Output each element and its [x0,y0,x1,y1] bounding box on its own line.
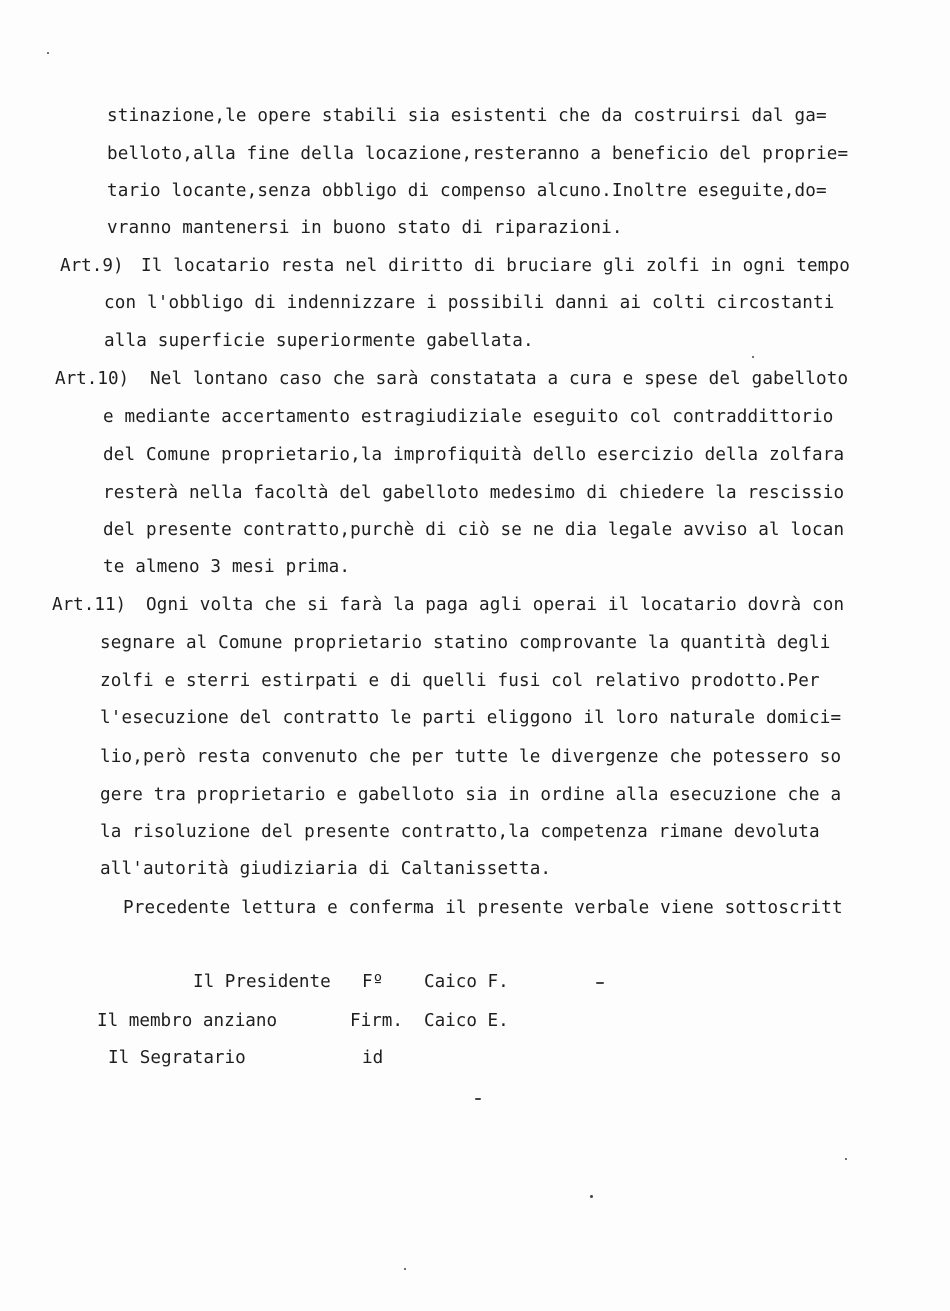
text-line: del presente contratto,purchè di ciò se ne dia legale avviso al locan [103,520,845,540]
text-line: alla superficie superiormente gabellata. [104,331,534,351]
text-line: vranno mantenersi in buono stato di riparazioni. [107,218,623,238]
text-line: stinazione,le opere stabili sia esistenti che da costruirsi dal ga= [107,106,827,126]
article-number: Art.11) [52,595,127,615]
text-line: e mediante accertamento estragiudiziale eseguito col contraddittorio [103,407,834,427]
signature-role: Il Segratario [108,1048,246,1068]
text-line: Nel lontano caso che sarà constatata a cura e spese del gabelloto [150,369,849,389]
scan-speck [590,1195,593,1198]
closing-line: Precedente lettura e conferma il presente verbale viene sottoscritt [123,898,843,918]
text-line: gere tra proprietario e gabelloto sia in ordine alla esecuzione che a [100,785,842,805]
signature-role: Il membro anziano [97,1011,278,1031]
text-line: te almeno 3 mesi prima. [103,557,351,577]
text-line: Il locatario resta nel diritto di bruciare gli zolfi in ogni tempo [141,256,850,276]
scan-speck [752,356,754,358]
text-line: del Comune proprietario,la improfiquità dello esercizio della zolfara [103,445,845,465]
text-line: l'esecuzione del contratto le parti eliggono il loro naturale domici= [100,708,842,728]
text-line: la risoluzione del presente contratto,la competenza rimane devoluta [100,822,820,842]
signature-name: Caico F. [424,972,509,992]
scan-speck [47,52,49,54]
text-line: Ogni volta che si farà la paga agli operai il locatario dovrà con [146,595,845,615]
text-line: tario locante,senza obbligo di compenso alcuno.Inoltre eseguite,do= [107,181,827,201]
signature-mark: id [362,1048,384,1068]
signature-mark: Fº [362,972,384,992]
signature-mark: Firm. [350,1011,403,1031]
text-line: resterà nella facoltà del gabelloto medesimo di chiedere la rescissio [103,483,845,503]
scan-speck [404,1268,406,1270]
scan-speck [475,1098,481,1100]
text-line: zolfi e sterri estirpati e di quelli fusi col relativo prodotto.Per [100,671,820,691]
text-line: segnare al Comune proprietario statino comprovante la quantità degli [100,633,831,653]
article-number: Art.9) [60,256,124,276]
text-line: belloto,alla fine della locazione,resteranno a beneficio del proprie= [107,144,849,164]
signature-name: Caico E. [424,1011,509,1031]
scan-speck [596,982,604,984]
article-number: Art.10) [55,369,130,389]
text-line: lio,però resta convenuto che per tutte le divergenze che potessero so [100,747,842,767]
text-line: con l'obbligo di indennizzare i possibili danni ai colti circostanti [104,293,835,313]
scan-speck [845,1158,847,1160]
text-line: all'autorità giudiziaria di Caltanissetta. [100,859,552,879]
signature-role: Il Presidente [193,972,331,992]
